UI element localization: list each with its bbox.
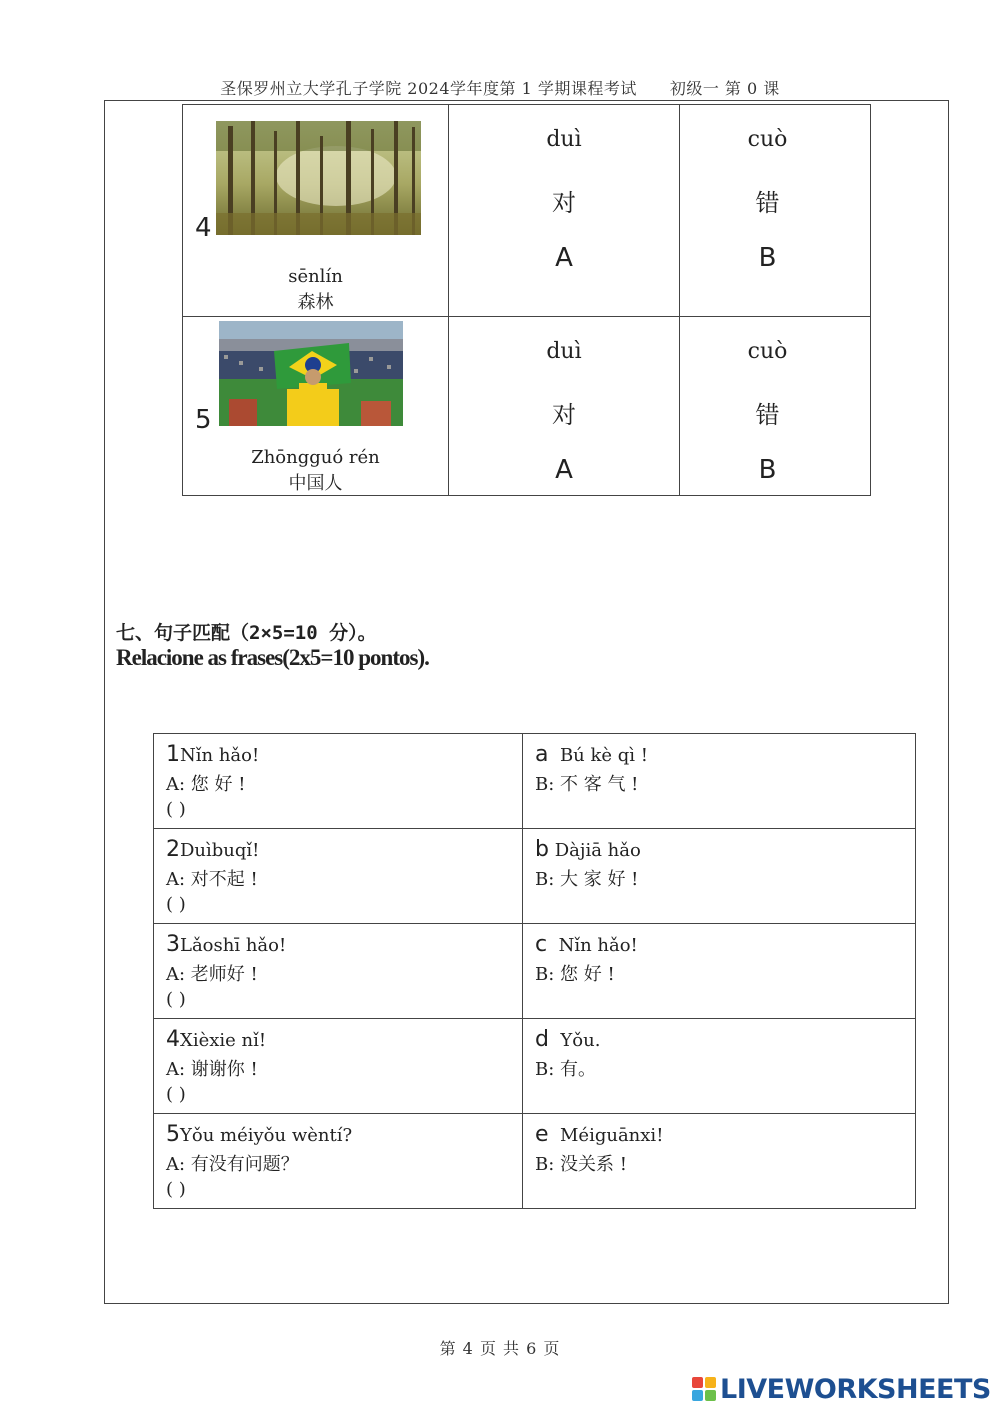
question-hanzi: 森林 bbox=[297, 292, 334, 313]
match-right-cell bbox=[523, 734, 916, 829]
option-true-letter: A bbox=[555, 243, 573, 273]
option-pinyin: Nǐn hǎo! bbox=[558, 935, 638, 956]
option-hanzi: B: 有。 bbox=[535, 1059, 597, 1080]
liveworksheets-logo-icon bbox=[692, 1377, 716, 1401]
option-letter: e bbox=[535, 1122, 549, 1147]
option-true-pinyin: duì bbox=[546, 339, 582, 364]
match-row bbox=[154, 924, 916, 1019]
match-left-cell bbox=[154, 924, 523, 1019]
option-pinyin: Bú kè qì ! bbox=[559, 745, 648, 766]
option-letter: c bbox=[535, 932, 548, 957]
option-true-hanzi: 对 bbox=[552, 189, 576, 217]
item-pinyin: Yǒu méiyǒu wèntí? bbox=[180, 1125, 353, 1146]
option-false-letter: B bbox=[758, 243, 777, 273]
option-false-letter: B bbox=[758, 455, 777, 485]
liveworksheets-logo-text: LIVEWORKSHEETS bbox=[720, 1373, 991, 1405]
answer-blank[interactable]: ( ) bbox=[166, 894, 186, 915]
option-hanzi: B: 没关系 ! bbox=[535, 1154, 627, 1175]
match-left-cell bbox=[154, 734, 523, 829]
option-true-letter: A bbox=[555, 455, 573, 485]
item-pinyin: Lǎoshī hǎo! bbox=[180, 935, 287, 956]
question-hanzi: 中国人 bbox=[288, 473, 343, 494]
question-cell-5 bbox=[183, 317, 449, 496]
item-pinyin: Nǐn hǎo! bbox=[180, 745, 260, 766]
section-subtitle: Relacione as frases(2x5=10 pontos). bbox=[116, 645, 429, 670]
option-pinyin: Yǒu. bbox=[560, 1030, 601, 1051]
answer-blank[interactable]: ( ) bbox=[166, 1179, 186, 1200]
match-right-cell bbox=[523, 1114, 916, 1209]
answer-blank[interactable]: ( ) bbox=[166, 1084, 186, 1105]
match-row bbox=[154, 734, 916, 829]
option-false-hanzi: 错 bbox=[755, 189, 780, 217]
tf-row-4 bbox=[183, 105, 871, 317]
option-false-pinyin: cuò bbox=[747, 339, 788, 364]
option-hanzi: B: 不 客 气 ! bbox=[535, 774, 639, 795]
item-number: 4 bbox=[166, 1027, 180, 1052]
liveworksheets-logo[interactable] bbox=[692, 1374, 991, 1404]
item-hanzi: A: 谢谢你 ! bbox=[166, 1059, 258, 1080]
item-hanzi: A: 有没有问题？ bbox=[166, 1154, 299, 1175]
match-left-cell bbox=[154, 1114, 523, 1209]
option-true-pinyin: duì bbox=[546, 127, 582, 152]
match-right-cell bbox=[523, 924, 916, 1019]
page-footer: 第 4 页 共 6 页 bbox=[439, 1339, 561, 1358]
option-letter: b bbox=[535, 837, 549, 862]
tf-row-5 bbox=[183, 317, 871, 496]
match-row bbox=[154, 1114, 916, 1209]
match-left-cell bbox=[154, 829, 523, 924]
question-pinyin: Zhōngguó rén bbox=[251, 447, 380, 468]
option-false-pinyin: cuò bbox=[747, 127, 788, 152]
item-number: 3 bbox=[166, 932, 180, 957]
item-pinyin: Duìbuqǐ! bbox=[180, 840, 260, 861]
option-hanzi: B: 大 家 好 ! bbox=[535, 869, 639, 890]
option-hanzi: B: 您 好 ! bbox=[535, 964, 615, 985]
question-cell-4 bbox=[183, 105, 449, 317]
option-pinyin: Méiguānxi! bbox=[560, 1125, 664, 1146]
match-right-cell bbox=[523, 1019, 916, 1114]
matching-table bbox=[153, 733, 916, 1209]
option-pinyin: Dàjiā hǎo bbox=[554, 840, 641, 861]
option-true-hanzi: 对 bbox=[552, 401, 576, 429]
item-number: 1 bbox=[166, 742, 180, 767]
option-letter: d bbox=[535, 1027, 549, 1052]
option-false-hanzi: 错 bbox=[755, 401, 780, 429]
match-left-cell bbox=[154, 1019, 523, 1114]
item-number: 5 bbox=[166, 1122, 180, 1147]
page-header: 圣保罗州立大学孔子学院 2024学年度第 1 学期课程考试 初级一 第 0 课 bbox=[220, 79, 780, 98]
item-hanzi: A: 您 好 ! bbox=[166, 774, 246, 795]
option-letter: a bbox=[535, 742, 549, 767]
stadium-fan-image bbox=[219, 321, 403, 426]
option-false-cell[interactable] bbox=[680, 317, 871, 496]
match-right-cell bbox=[523, 829, 916, 924]
option-false-cell[interactable] bbox=[680, 105, 871, 317]
question-number: 5 bbox=[195, 405, 212, 435]
item-pinyin: Xièxie nǐ! bbox=[180, 1030, 267, 1051]
question-pinyin: sēnlín bbox=[288, 266, 343, 287]
option-true-cell[interactable] bbox=[449, 317, 680, 496]
item-hanzi: A: 老师好 ! bbox=[166, 964, 258, 985]
forest-image bbox=[216, 121, 421, 235]
item-hanzi: A: 对不起 ! bbox=[166, 869, 258, 890]
answer-blank[interactable]: ( ) bbox=[166, 799, 186, 820]
true-false-table bbox=[182, 104, 871, 496]
answer-blank[interactable]: ( ) bbox=[166, 989, 186, 1010]
item-number: 2 bbox=[166, 837, 180, 862]
option-true-cell[interactable] bbox=[449, 105, 680, 317]
question-number: 4 bbox=[195, 213, 212, 243]
section-title: 七、句子匹配（2×5=10 分）。 bbox=[116, 622, 377, 644]
match-row bbox=[154, 829, 916, 924]
match-row bbox=[154, 1019, 916, 1114]
